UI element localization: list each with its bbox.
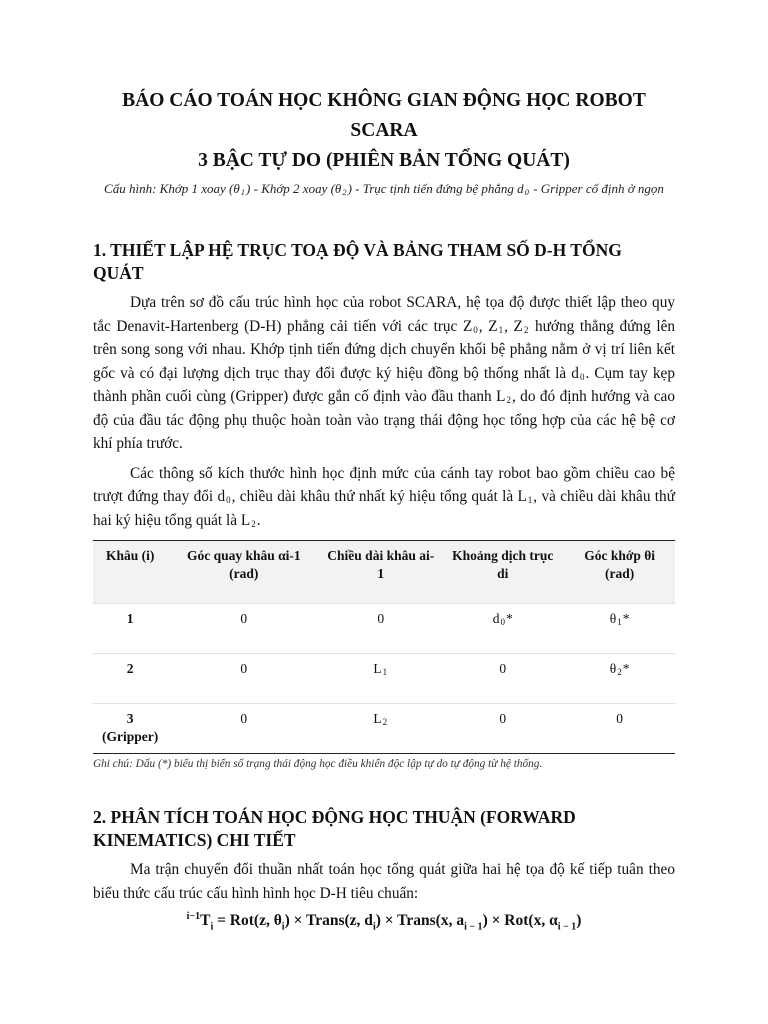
- paragraph-text: , chiều dài khâu thứ nhất ký hiệu tổng quát là L: [231, 488, 527, 505]
- cell-d: 0: [441, 654, 564, 704]
- paragraph-text: Các thông số kích thước hình học định mức của cánh tay robot bao gồm chiều cao bệ trượt đứng thay đổi d: [93, 464, 675, 505]
- cell-alpha: 0: [167, 704, 320, 754]
- formula-subscript: i − 1: [464, 921, 483, 933]
- table-row: [93, 704, 675, 754]
- formula-superscript: i−1: [186, 911, 201, 922]
- paragraph-text: , do đó định hướng và cao độ của đầu tác động phụ thuộc hoàn toàn vào trạng thái động học tổng hợp của các hệ bệ cơ khí phía trước.: [93, 388, 675, 452]
- formula-subscript: i: [372, 921, 376, 933]
- title-line-2: 3 BẬC TỰ DO (PHIÊN BẢN TỔNG QUÁT): [198, 150, 570, 171]
- variable-mark: *: [622, 661, 630, 676]
- subscript: 2: [506, 395, 511, 405]
- symbol: θ: [609, 661, 617, 676]
- symbol: d: [492, 611, 500, 626]
- dh-parameter-table: [93, 540, 675, 754]
- paragraph-text: .: [256, 511, 261, 529]
- report-title: [93, 86, 675, 176]
- title-line-1: BÁO CÁO TOÁN HỌC KHÔNG GIAN ĐỘNG HỌC ROBOT SCARA: [122, 90, 646, 141]
- header-link: Khâu (i): [93, 541, 167, 604]
- subtitle-text: ) - Khớp 2 xoay (θ: [246, 181, 342, 196]
- paragraph-text: hướng thẳng đứng lên trên song song với nhau. Khớp tịnh tiến đứng dịch chuyển khối bệ phẳng nằm ở vị trí liên kết gốc và có đại lượng dịch trục thay đổi được ký hiệu đồng bộ thống nhất là d: [93, 317, 676, 382]
- subscript: 2: [382, 717, 388, 727]
- cell-alpha: 0: [167, 654, 320, 704]
- symbol: θ: [609, 611, 617, 626]
- subscript: 0: [500, 617, 505, 627]
- section-2-heading: 2. PHÂN TÍCH TOÁN HỌC ĐỘNG HỌC THUẬN (FORWARD KINEMATICS) CHI TIẾT: [93, 807, 576, 850]
- header-d: Khoảng dịch trục di: [441, 541, 564, 604]
- section-1-paragraph-2: [93, 462, 675, 533]
- formula-text: ) × Rot(x, α: [482, 912, 558, 930]
- subtitle-text: ) - Trục tịnh tiến đứng bệ phẳng d: [347, 181, 524, 196]
- subscript: 1: [527, 495, 533, 505]
- formula-subscript: i − 1: [557, 921, 577, 933]
- cell-theta: [564, 654, 675, 704]
- paragraph-text: , Z: [478, 317, 498, 335]
- cell-a: [320, 704, 441, 754]
- cell-theta: 0: [564, 704, 675, 754]
- formula-text: T: [200, 912, 211, 930]
- cell-a: 0: [320, 604, 441, 654]
- formula-subscript: i: [281, 921, 285, 933]
- variable-mark: *: [506, 611, 513, 626]
- cell-link: 1: [93, 604, 167, 654]
- section-1-paragraph-1: [93, 291, 675, 456]
- cell-link: 3 (Gripper): [93, 704, 167, 754]
- paragraph-text: . Cụm tay kẹp thành phần cuối cùng (Gripper) được gắn cố định vào đầu thanh L: [93, 364, 675, 405]
- paragraph-text: , Z: [504, 317, 523, 335]
- symbol: L: [373, 711, 382, 726]
- subscript: 2: [617, 667, 622, 677]
- table-note: Ghi chú: Dấu (*) biểu thị biến số trạng thái động học điều khiển độc lập tự do tự động từ hệ thống.: [93, 758, 543, 770]
- subtitle-text: Cấu hình: Khớp 1 xoay (θ: [104, 181, 240, 196]
- header-alpha: Góc quay khâu αi-1 (rad): [167, 541, 320, 604]
- formula-text: = Rot(z, θ: [213, 912, 282, 930]
- section-2-paragraph-1: Ma trận chuyển đổi thuần nhất toán học tổng quát giữa hai hệ tọa độ kế tiếp tuân theo biểu thức cấu trúc cấu hình hình học D-H tiêu chuẩn:: [93, 861, 675, 902]
- symbol: L: [373, 661, 382, 676]
- configuration-subtitle: [93, 178, 675, 199]
- variable-mark: *: [622, 611, 630, 626]
- table-header-row: [93, 541, 675, 604]
- formula-text: ) × Trans(z, d: [284, 912, 373, 930]
- table-row: [93, 604, 675, 654]
- subscript: 1: [617, 617, 622, 627]
- transformation-formula: [93, 911, 675, 932]
- header-a: Chiều dài khâu ai-1: [320, 541, 441, 604]
- cell-d: 0: [441, 704, 564, 754]
- paragraph-text: Dựa trên sơ đồ cấu trúc hình học của robot SCARA, hệ tọa độ được thiết lập theo quy tắc Denavit-Hartenberg (D-H) phẳng cải tiến với các trục Z: [93, 294, 675, 335]
- paragraph-text: , và chiều dài khâu thứ hai ký hiệu tổng quát là L: [93, 488, 675, 529]
- subscript: 1: [382, 667, 388, 677]
- subscript: 0: [473, 324, 478, 335]
- subtitle-text: - Gripper cố định ở ngọn: [529, 181, 664, 196]
- formula-text: ): [576, 912, 582, 930]
- header-theta: Góc khớp θi (rad): [564, 541, 675, 604]
- cell-theta: [564, 604, 675, 654]
- subscript: 0: [579, 371, 585, 382]
- subscript: 2: [251, 518, 256, 529]
- subtitle-subscript: 1: [240, 187, 246, 197]
- subtitle-subscript: 2: [342, 187, 347, 197]
- cell-alpha: 0: [167, 604, 320, 654]
- subscript: 2: [523, 324, 529, 335]
- cell-a: [320, 654, 441, 704]
- section-1-heading: 1. THIẾT LẬP HỆ TRỤC TOẠ ĐỘ VÀ BẢNG THAM SỐ D-H TỔNG QUÁT: [93, 240, 622, 283]
- cell-d: [441, 604, 564, 654]
- cell-link: 2: [93, 654, 167, 704]
- formula-subscript: i: [210, 921, 214, 933]
- table-row: [93, 654, 675, 704]
- subscript: 1: [498, 324, 504, 335]
- subtitle-subscript: 0: [524, 187, 529, 197]
- subscript: 0: [226, 495, 231, 505]
- formula-text: ) × Trans(x, a: [375, 912, 465, 930]
